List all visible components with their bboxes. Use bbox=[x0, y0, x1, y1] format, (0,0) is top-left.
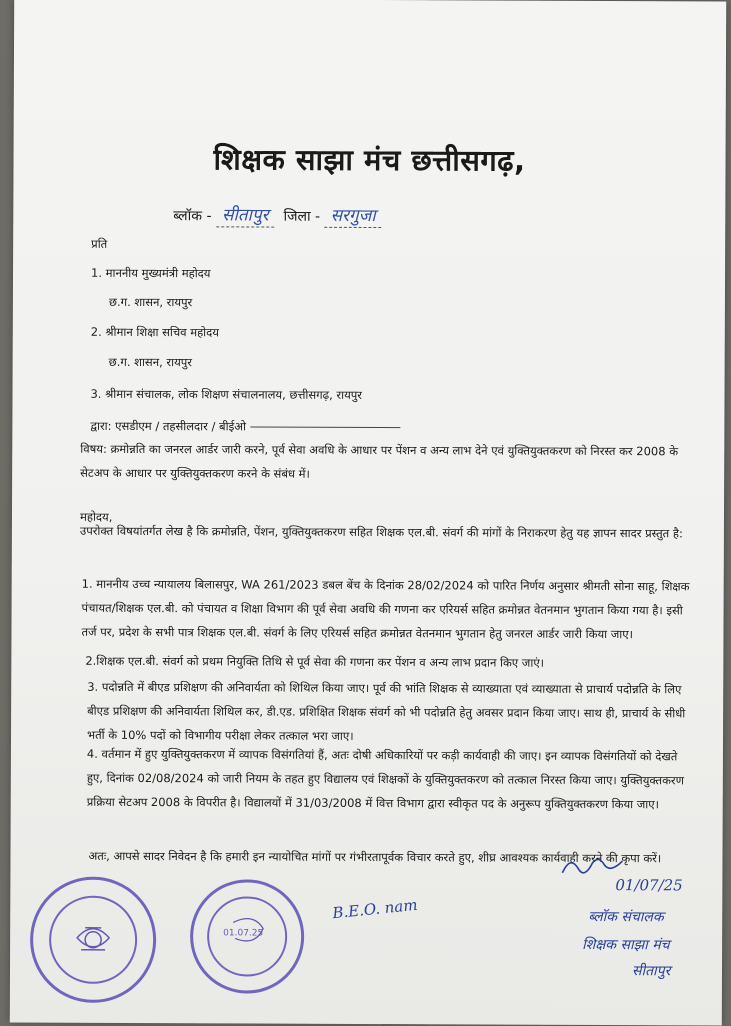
closing-paragraph: अतः, आपसे सादर निवेदन है कि हमारी इन न्यायोचित मांगों पर गंभीरतापूर्वक विचार करते हुए, शीघ्र आवश्यक कार्यवाही करने की कृपा करें। bbox=[88, 848, 662, 866]
left-stamp-emblem bbox=[33, 880, 154, 1001]
district-label: जिला - bbox=[283, 208, 321, 225]
left-round-stamp bbox=[30, 877, 157, 1004]
demand-4-paragraph: 4. वर्तमान में हुए युक्तियुक्तकरण में व्यापक विसंगतियां हैं, अतः दोषी अधिकारियों पर कड़ी कार्यवाही की जाए। इन व्यापक विसंगतियों को देखते हुए, दिनांक 02/08/2024 को जारी नियम के तहत हुए विद्यालय एवं शिक्षकों के युक्तियुक्तकरण को तत्काल निरस्त किया जाए। युक्तियुक्तकरण प्रक्रिया सेटअप 2008 के विपरीत है। विद्यालयों में 31/03/2008 में वित्त विभाग द्वारा स्वीकृत पद के अनुरूप युक्तियुक्तकरण किया जाए। bbox=[86, 746, 685, 812]
signature-designation-2: शिक्षक साझा मंच bbox=[582, 936, 670, 954]
letter-title: शिक्षक साझा मंच छत्तीसगढ़, bbox=[213, 142, 526, 178]
signature-date: 01/07/25 bbox=[615, 876, 683, 895]
district-value: सरगुजा bbox=[325, 203, 382, 228]
letter-page bbox=[10, 0, 726, 1026]
recipient-1-place: छ.ग. शासन, रायपुर bbox=[108, 294, 193, 310]
recipient-1-title: 1. माननीय मुख्यमंत्री महोदय bbox=[91, 265, 211, 281]
prati-label: प्रति bbox=[91, 236, 108, 251]
demand-3-paragraph: 3. पदोन्नति में बीएड प्रशिक्षण की अनिवार्यता को शिथिल किया जाए। पूर्व की भांति शिक्षक से व्याख्याता एवं व्याख्याता से प्राचार्य पदोन्नति के लिए बीएड प्रशिक्षण की अनिवार्यता शिथिल कर, डी.एड. प्रशिक्षित शिक्षक संवर्ग को भी पदोन्नति हेतु अवसर प्रदान किया जाए। साथ ही, प्राचार्य के सीधी भर्ती के 10% पदों को विभागीय परीक्षा लेकर तत्काल भरा जाए। bbox=[86, 679, 686, 743]
recipient-3-title: 3. श्रीमान संचालक, लोक शिक्षण संचालनालय, छत्तीसगढ़, रायपुर bbox=[90, 386, 363, 402]
block-district-line bbox=[173, 202, 381, 228]
middle-round-stamp bbox=[190, 879, 304, 993]
via-text: द्वारा: एसडीएम / तहसीलदार / बीईओ bbox=[90, 418, 247, 434]
block-value: सीतापुर bbox=[216, 202, 275, 227]
demand-1-paragraph: 1. माननीय उच्च न्यायालय बिलासपुर, WA 261/2023 डबल बेंच के दिनांक 28/02/2024 को पारित निर्णय अनुसार श्रीमती सोना साहू, शिक्षक पंचायत/शिक्षक एल.बी. को पंचायत व शिक्षा विभाग की पूर्व सेवा अवधि की गणना कर एरियर्स सहित क्रमोन्नत वेतनमान भुगतान किया गया है। इसी तर्ज पर, प्रदेश के सभी पात्र शिक्षक एल.बी. संवर्ग के लिए एरियर्स सहित क्रमोन्नत वेतनमान भुगतान हेतु जनरल आर्डर जारी किया जाए। bbox=[81, 576, 690, 642]
middle-stamp-mark bbox=[193, 882, 301, 990]
signature-designation-3: सीतापुर bbox=[631, 963, 671, 980]
demand-2-paragraph: 2.शिक्षक एल.बी. संवर्ग को प्रथम नियुक्ति तिथि से पूर्व सेवा की गणना कर पेंशन व अन्य लाभ प्रदान किए जाएं। bbox=[85, 653, 545, 670]
recipient-2-title: 2. श्रीमान शिक्षा सचिव महोदय bbox=[90, 324, 219, 340]
recipient-2-place: छ.ग. शासन, रायपुर bbox=[108, 354, 193, 370]
beo-signature: B.E.O. nam bbox=[331, 895, 419, 923]
via-line bbox=[90, 419, 400, 435]
intro-paragraph: उपरोक्त विषयांतर्गत लेख है कि क्रमोन्नति, पेंशन, युक्तियुक्तकरण सहित शिक्षक एल.बी. संवर्ग की मांगों के निराकरण हेतु यह ज्ञापन सादर प्रस्तुत है: bbox=[79, 523, 683, 541]
block-label: ब्लॉक - bbox=[173, 208, 212, 225]
salutation: महोदय, bbox=[79, 509, 113, 524]
middle-stamp-date: 01.07.25 bbox=[223, 928, 264, 939]
subject-line: विषय: क्रमोन्नति का जनरल आर्डर जारी करने, पूर्व सेवा अवधि के आधार पर पेंशन व अन्य लाभ देने एवं युक्तियुक्तकरण को निरस्त कर 2008 के सेटअप के आधार पर युक्तियुक्तकरण करने के संबंध में। bbox=[80, 441, 679, 481]
via-blank-rule bbox=[250, 426, 400, 428]
signature-designation-1: ब्लॉक संचालक bbox=[588, 908, 664, 926]
